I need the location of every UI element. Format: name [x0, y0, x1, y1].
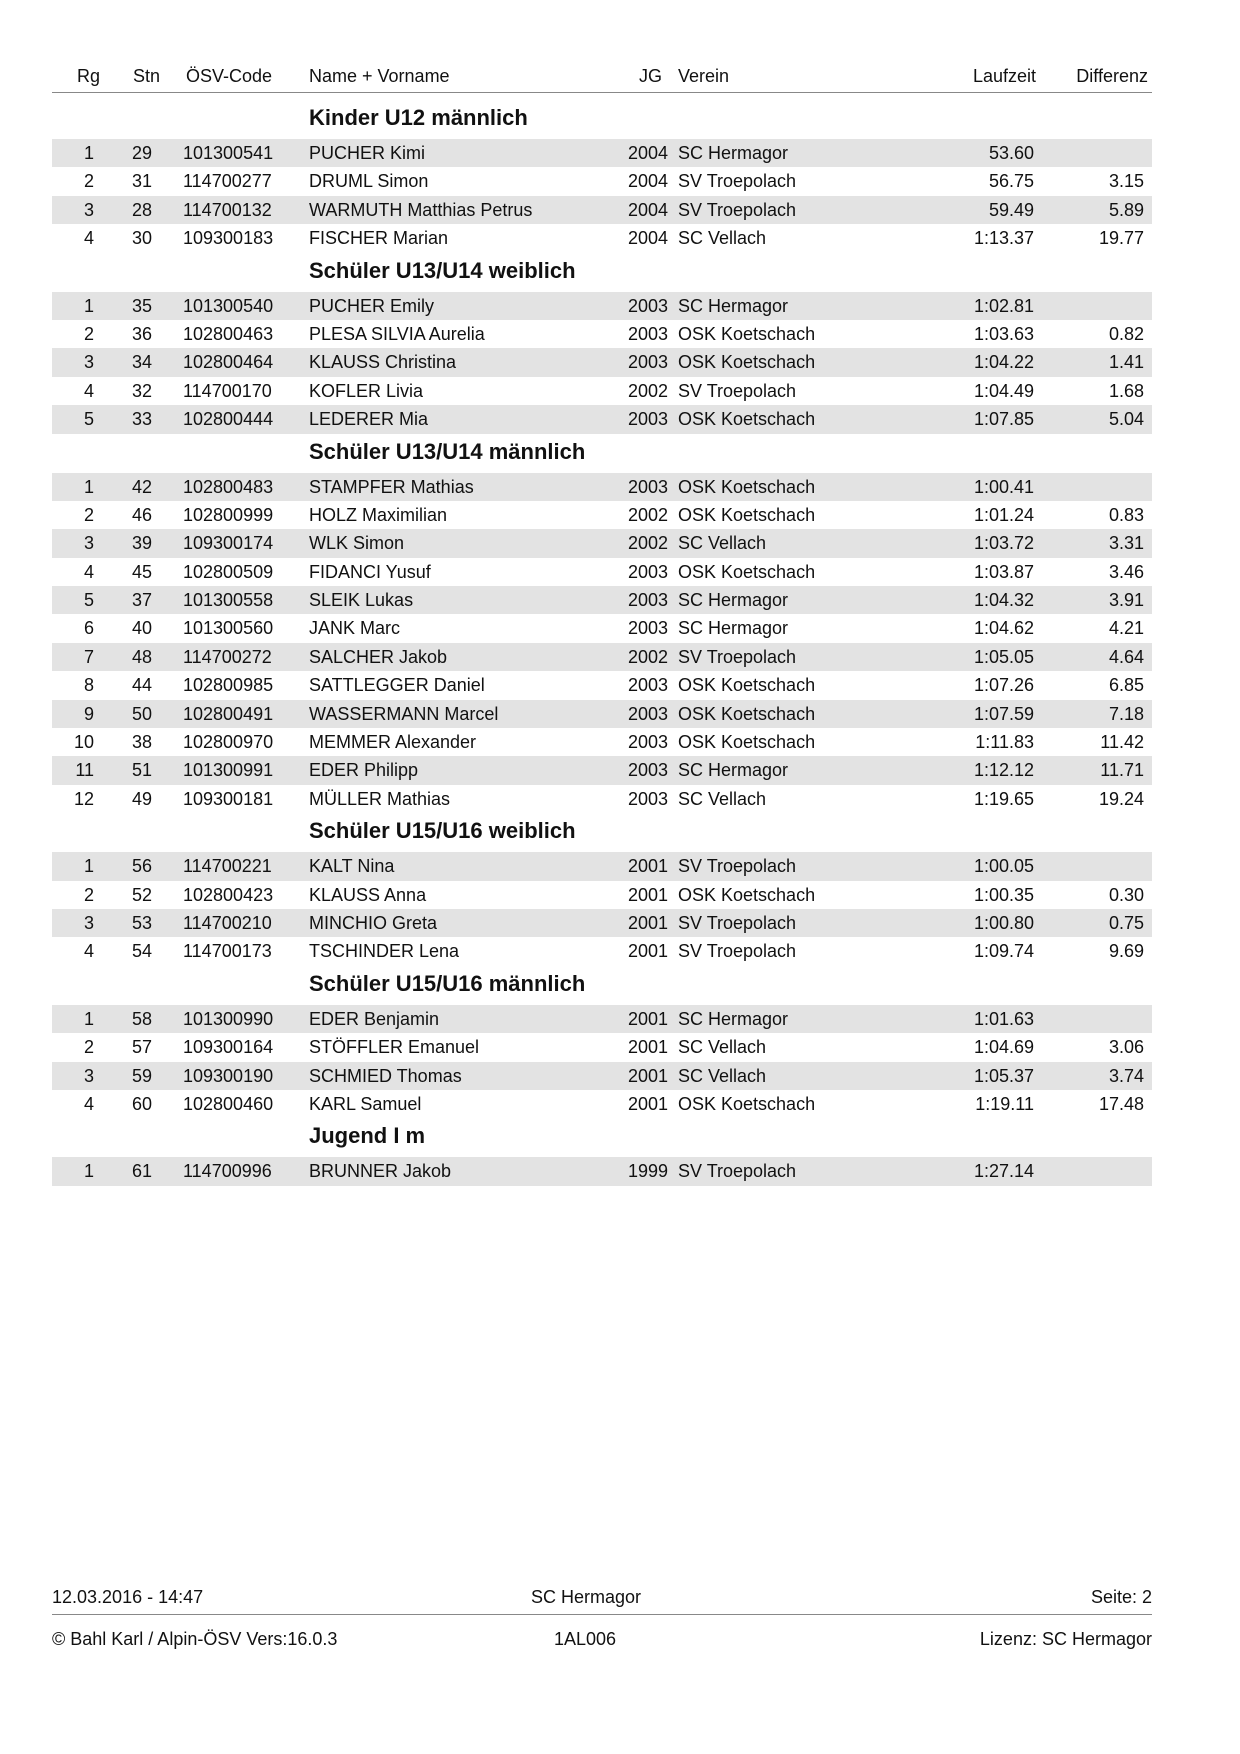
table-row [52, 292, 1152, 320]
birth-year-cell: 2003 [627, 409, 668, 430]
oesv-code-cell: 101300541 [183, 143, 274, 163]
difference-cell: 6.85 [1108, 675, 1144, 696]
difference-cell: 19.24 [1098, 788, 1144, 809]
athlete-name-cell: SALCHER Jakob [309, 646, 448, 667]
table-row [52, 852, 1152, 880]
start-number-cell: 42 [131, 476, 152, 497]
athlete-name-cell: EDER Benjamin [309, 1008, 440, 1029]
club-cell: SC Hermagor [678, 295, 789, 316]
run-time-cell: 1:07.26 [973, 675, 1034, 696]
rank-cell: 10 [73, 732, 94, 753]
start-number-cell: 59 [131, 1065, 152, 1086]
table-row [52, 909, 1152, 937]
run-time-cell: 1:01.24 [973, 504, 1034, 525]
oesv-code-cell: 102800491 [183, 703, 274, 724]
rank-cell: 1 [83, 1008, 94, 1029]
run-time-cell: 1:07.85 [973, 409, 1034, 430]
oesv-code-cell: 102800444 [183, 409, 274, 430]
oesv-code-cell: 109300190 [183, 1065, 274, 1086]
athlete-name-cell: MÜLLER Mathias [309, 788, 451, 809]
difference-cell: 3.06 [1108, 1037, 1144, 1058]
table-row [52, 529, 1152, 557]
club-cell: OSK Koetschach [678, 504, 816, 525]
club-cell: SV Troepolach [678, 171, 797, 192]
start-number-cell: 51 [131, 760, 152, 781]
difference-cell: 3.15 [1108, 171, 1144, 192]
start-number-cell: 52 [131, 884, 152, 905]
rank-cell: 12 [73, 788, 94, 809]
start-number-cell: 29 [131, 143, 152, 163]
rank-cell: 3 [83, 912, 94, 933]
rank-cell: 4 [83, 380, 94, 401]
run-time-cell: 1:19.65 [973, 788, 1034, 809]
oesv-code-cell: 109300183 [183, 228, 274, 249]
club-cell: SC Vellach [678, 1065, 767, 1086]
difference-cell: 3.91 [1108, 590, 1144, 611]
club-cell: SC Vellach [678, 228, 767, 249]
difference-cell: 5.89 [1108, 199, 1144, 220]
athlete-name-cell: STÖFFLER Emanuel [309, 1037, 480, 1058]
birth-year-cell: 2002 [627, 533, 668, 554]
athlete-name-cell: PUCHER Emily [309, 295, 435, 316]
table-row [52, 1005, 1152, 1033]
table-row [52, 614, 1152, 642]
athlete-name-cell: BRUNNER Jakob [309, 1161, 452, 1182]
table-row [52, 785, 1152, 813]
oesv-code-cell: 101300991 [183, 760, 274, 781]
rank-cell: 3 [83, 533, 94, 554]
run-time-cell: 1:05.05 [973, 646, 1034, 667]
oesv-code-cell: 101300558 [183, 590, 274, 611]
oesv-code-cell: 101300540 [183, 295, 274, 316]
category-heading: Jugend I m [309, 1123, 426, 1149]
club-cell: SV Troepolach [678, 1161, 797, 1182]
rank-cell: 4 [83, 561, 94, 582]
run-time-cell: 1:03.72 [973, 533, 1034, 554]
birth-year-cell: 2002 [627, 380, 668, 401]
start-number-cell: 56 [131, 856, 152, 877]
birth-year-cell: 2003 [627, 788, 668, 809]
table-row [52, 320, 1152, 348]
oesv-code-cell: 109300174 [183, 533, 274, 554]
start-number-cell: 35 [131, 295, 152, 316]
rank-cell: 3 [83, 352, 94, 373]
table-row [52, 501, 1152, 529]
start-number-cell: 33 [131, 409, 152, 430]
oesv-code-cell: 114700173 [183, 941, 272, 962]
run-time-cell: 53.60 [988, 143, 1034, 163]
table-row [52, 473, 1152, 501]
start-number-cell: 40 [131, 618, 152, 639]
oesv-code-cell: 114700996 [183, 1161, 272, 1182]
birth-year-cell: 2001 [627, 1093, 668, 1114]
birth-year-cell: 2003 [627, 590, 668, 611]
run-time-cell: 1:19.11 [975, 1093, 1034, 1114]
category-heading: Kinder U12 männlich [309, 105, 528, 130]
start-number-cell: 49 [131, 788, 152, 809]
header-run-time: Laufzeit [972, 66, 1036, 86]
birth-year-cell: 2003 [627, 476, 668, 497]
club-cell: SV Troepolach [678, 646, 797, 667]
run-time-cell: 1:00.05 [973, 856, 1034, 877]
category-heading: Schüler U13/U14 weiblich [309, 257, 576, 283]
rank-cell: 1 [83, 856, 94, 877]
run-time-cell: 1:04.22 [973, 352, 1034, 373]
start-number-cell: 45 [131, 561, 152, 582]
birth-year-cell: 2004 [627, 228, 668, 249]
start-number-cell: 34 [131, 352, 152, 373]
table-row [52, 756, 1152, 784]
run-time-cell: 1:05.37 [973, 1065, 1034, 1086]
table-row [52, 937, 1152, 965]
rank-cell: 1 [83, 143, 94, 163]
birth-year-cell: 2001 [627, 941, 668, 962]
birth-year-cell: 2003 [627, 760, 668, 781]
birth-year-cell: 2004 [627, 143, 668, 163]
table-row [52, 167, 1152, 195]
difference-cell: 11.42 [1100, 732, 1144, 753]
birth-year-cell: 2003 [627, 732, 668, 753]
table-row [52, 224, 1152, 252]
difference-cell: 1.41 [1108, 352, 1144, 373]
club-cell: OSK Koetschach [678, 884, 816, 905]
category-heading: Schüler U15/U16 männlich [309, 970, 586, 996]
athlete-name-cell: WASSERMANN Marcel [309, 703, 499, 724]
birth-year-cell: 2002 [627, 646, 668, 667]
difference-cell: 5.04 [1108, 409, 1144, 430]
start-number-cell: 36 [131, 323, 152, 344]
rank-cell: 8 [83, 675, 94, 696]
rank-cell: 7 [83, 646, 94, 667]
club-cell: OSK Koetschach [678, 323, 816, 344]
oesv-code-cell: 102800463 [183, 323, 274, 344]
start-number-cell: 28 [131, 199, 152, 220]
club-cell: OSK Koetschach [678, 675, 816, 696]
start-number-cell: 61 [131, 1161, 152, 1182]
birth-year-cell: 2001 [627, 884, 668, 905]
start-number-cell: 60 [131, 1093, 152, 1114]
rank-cell: 3 [83, 199, 94, 220]
table-row [52, 881, 1152, 909]
run-time-cell: 1:01.63 [973, 1008, 1034, 1029]
oesv-code-cell: 114700272 [183, 646, 272, 667]
table-row [52, 558, 1152, 586]
athlete-name-cell: WARMUTH Matthias Petrus [309, 199, 533, 220]
run-time-cell: 1:27.14 [973, 1161, 1034, 1182]
rank-cell: 2 [83, 171, 94, 192]
run-time-cell: 1:03.63 [973, 323, 1034, 344]
footer-code: 1AL006 [554, 1629, 617, 1649]
table-row [52, 348, 1152, 376]
oesv-code-cell: 114700210 [183, 912, 272, 933]
run-time-cell: 1:00.80 [973, 912, 1034, 933]
start-number-cell: 58 [131, 1008, 152, 1029]
run-time-cell: 1:04.62 [973, 618, 1034, 639]
oesv-code-cell: 101300990 [183, 1008, 274, 1029]
rank-cell: 5 [83, 590, 94, 611]
oesv-code-cell: 114700221 [183, 856, 272, 877]
birth-year-cell: 2004 [627, 171, 668, 192]
results-body [52, 100, 1152, 1186]
oesv-code-cell: 101300560 [183, 618, 274, 639]
start-number-cell: 38 [131, 732, 152, 753]
difference-cell: 3.31 [1108, 533, 1144, 554]
club-cell: OSK Koetschach [678, 561, 816, 582]
oesv-code-cell: 102800483 [183, 476, 274, 497]
table-row [52, 1157, 1152, 1185]
difference-cell: 4.21 [1108, 618, 1144, 639]
start-number-cell: 57 [131, 1037, 152, 1058]
footer-license: Lizenz: SC Hermagor [979, 1629, 1152, 1649]
rank-cell: 2 [83, 1037, 94, 1058]
table-row [52, 728, 1152, 756]
club-cell: SV Troepolach [678, 199, 797, 220]
oesv-code-cell: 114700170 [183, 380, 272, 401]
club-cell: SC Vellach [678, 1037, 767, 1058]
athlete-name-cell: FIDANCI Yusuf [309, 561, 431, 582]
header-start-number: Stn [132, 66, 160, 86]
club-cell: SC Hermagor [678, 618, 789, 639]
rank-cell: 1 [83, 476, 94, 497]
category-heading: Schüler U13/U14 männlich [309, 438, 586, 464]
club-cell: SC Vellach [678, 788, 767, 809]
rank-cell: 9 [83, 703, 94, 724]
club-cell: OSK Koetschach [678, 352, 816, 373]
athlete-name-cell: DRUML Simon [309, 171, 429, 192]
rank-cell: 1 [83, 1161, 94, 1182]
footer-organizer: SC Hermagor [531, 1587, 642, 1607]
oesv-code-cell: 109300164 [183, 1037, 274, 1058]
athlete-name-cell: SLEIK Lukas [309, 590, 414, 611]
difference-cell: 0.30 [1108, 884, 1144, 905]
rank-cell: 2 [83, 884, 94, 905]
start-number-cell: 54 [131, 941, 152, 962]
table-row [52, 1062, 1152, 1090]
table-row [52, 405, 1152, 433]
run-time-cell: 1:09.74 [973, 941, 1034, 962]
footer-line-1 [52, 1582, 1152, 1615]
rank-cell: 4 [83, 1093, 94, 1114]
start-number-cell: 48 [131, 646, 152, 667]
table-row [52, 671, 1152, 699]
start-number-cell: 39 [131, 533, 152, 554]
athlete-name-cell: KARL Samuel [309, 1093, 422, 1114]
rank-cell: 1 [83, 295, 94, 316]
athlete-name-cell: EDER Philipp [309, 760, 419, 781]
run-time-cell: 1:04.69 [973, 1037, 1034, 1058]
header-oesv-code: ÖSV-Code [186, 66, 273, 86]
difference-cell: 7.18 [1108, 703, 1144, 724]
athlete-name-cell: KLAUSS Christina [309, 352, 457, 373]
club-cell: SC Hermagor [678, 590, 789, 611]
run-time-cell: 1:04.32 [973, 590, 1034, 611]
footer-copyright: © Bahl Karl / Alpin-ÖSV Vers:16.0.3 [52, 1629, 338, 1649]
rank-cell: 5 [83, 409, 94, 430]
run-time-cell: 56.75 [988, 171, 1034, 192]
run-time-cell: 1:00.35 [973, 884, 1034, 905]
club-cell: SC Vellach [678, 533, 767, 554]
athlete-name-cell: TSCHINDER Lena [309, 941, 460, 962]
table-row [52, 1033, 1152, 1061]
table-row [52, 700, 1152, 728]
athlete-name-cell: PUCHER Kimi [309, 143, 426, 163]
start-number-cell: 32 [131, 380, 152, 401]
category-heading: Schüler U15/U16 weiblich [309, 818, 576, 844]
start-number-cell: 31 [131, 171, 152, 192]
difference-cell: 17.48 [1098, 1093, 1144, 1114]
header-difference: Differenz [1076, 66, 1148, 86]
club-cell: SV Troepolach [678, 856, 797, 877]
birth-year-cell: 2004 [627, 199, 668, 220]
oesv-code-cell: 102800970 [183, 732, 274, 753]
athlete-name-cell: KALT Nina [309, 856, 395, 877]
table-row [52, 586, 1152, 614]
header-club: Verein [678, 66, 730, 86]
birth-year-cell: 2001 [627, 1037, 668, 1058]
club-cell: OSK Koetschach [678, 732, 816, 753]
club-cell: OSK Koetschach [678, 703, 816, 724]
table-row [52, 139, 1152, 167]
rank-cell: 2 [83, 323, 94, 344]
table-row [52, 643, 1152, 671]
birth-year-cell: 2001 [627, 1065, 668, 1086]
run-time-cell: 59.49 [988, 199, 1034, 220]
athlete-name-cell: WLK Simon [309, 533, 405, 554]
athlete-name-cell: MEMMER Alexander [309, 732, 477, 753]
birth-year-cell: 2003 [627, 323, 668, 344]
rank-cell: 4 [83, 941, 94, 962]
oesv-code-cell: 114700132 [183, 199, 272, 220]
difference-cell: 19.77 [1098, 228, 1144, 249]
footer-line-2 [52, 1624, 1152, 1654]
athlete-name-cell: FISCHER Marian [309, 228, 449, 249]
run-time-cell: 1:02.81 [973, 295, 1034, 316]
table-row [52, 1090, 1152, 1118]
club-cell: SC Hermagor [678, 1008, 789, 1029]
header-birth-year: JG [638, 66, 662, 86]
club-cell: SV Troepolach [678, 380, 797, 401]
run-time-cell: 1:03.87 [973, 561, 1034, 582]
athlete-name-cell: SCHMIED Thomas [309, 1065, 462, 1086]
difference-cell: 3.74 [1108, 1065, 1144, 1086]
athlete-name-cell: KOFLER Livia [309, 380, 424, 401]
difference-cell: 0.75 [1108, 912, 1144, 933]
run-time-cell: 1:12.12 [973, 760, 1034, 781]
oesv-code-cell: 102800509 [183, 561, 274, 582]
table-row [52, 377, 1152, 405]
difference-cell: 0.82 [1108, 323, 1144, 344]
club-cell: SC Hermagor [678, 760, 789, 781]
rank-cell: 3 [83, 1065, 94, 1086]
athlete-name-cell: SATTLEGGER Daniel [309, 675, 485, 696]
start-number-cell: 46 [131, 504, 152, 525]
birth-year-cell: 2003 [627, 352, 668, 373]
birth-year-cell: 2001 [627, 912, 668, 933]
difference-cell: 4.64 [1108, 646, 1144, 667]
run-time-cell: 1:00.41 [973, 476, 1034, 497]
club-cell: OSK Koetschach [678, 476, 816, 497]
oesv-code-cell: 102800985 [183, 675, 274, 696]
header-name: Name + Vorname [309, 66, 450, 86]
athlete-name-cell: STAMPFER Mathias [309, 476, 474, 497]
birth-year-cell: 2001 [627, 856, 668, 877]
rank-cell: 6 [83, 618, 94, 639]
oesv-code-cell: 102800999 [183, 504, 274, 525]
start-number-cell: 53 [131, 912, 152, 933]
birth-year-cell: 2003 [627, 295, 668, 316]
rank-cell: 11 [75, 760, 94, 781]
rank-cell: 4 [83, 228, 94, 249]
footer-datetime: 12.03.2016 - 14:47 [52, 1587, 204, 1607]
athlete-name-cell: HOLZ Maximilian [309, 504, 448, 525]
difference-cell: 11.71 [1100, 760, 1144, 781]
difference-cell: 3.46 [1108, 561, 1144, 582]
birth-year-cell: 2003 [627, 618, 668, 639]
oesv-code-cell: 109300181 [183, 788, 274, 809]
birth-year-cell: 1999 [627, 1161, 668, 1182]
difference-cell: 0.83 [1108, 504, 1144, 525]
difference-cell: 9.69 [1108, 941, 1144, 962]
run-time-cell: 1:11.83 [975, 732, 1034, 753]
athlete-name-cell: MINCHIO Greta [309, 912, 438, 933]
rank-cell: 2 [83, 504, 94, 525]
start-number-cell: 50 [131, 703, 152, 724]
start-number-cell: 37 [131, 590, 152, 611]
oesv-code-cell: 102800460 [183, 1093, 274, 1114]
results-page [52, 0, 1152, 1754]
oesv-code-cell: 114700277 [183, 171, 272, 192]
footer-page-number: Seite: 2 [1090, 1587, 1152, 1607]
table-row [52, 196, 1152, 224]
club-cell: SC Hermagor [678, 143, 789, 163]
athlete-name-cell: KLAUSS Anna [309, 884, 427, 905]
club-cell: SV Troepolach [678, 912, 797, 933]
run-time-cell: 1:04.49 [973, 380, 1034, 401]
start-number-cell: 44 [131, 675, 152, 696]
birth-year-cell: 2003 [627, 561, 668, 582]
difference-cell: 1.68 [1108, 380, 1144, 401]
athlete-name-cell: LEDERER Mia [309, 409, 429, 430]
birth-year-cell: 2001 [627, 1008, 668, 1029]
club-cell: SV Troepolach [678, 941, 797, 962]
run-time-cell: 1:07.59 [973, 703, 1034, 724]
club-cell: OSK Koetschach [678, 1093, 816, 1114]
birth-year-cell: 2002 [627, 504, 668, 525]
oesv-code-cell: 102800464 [183, 352, 274, 373]
birth-year-cell: 2003 [627, 675, 668, 696]
athlete-name-cell: JANK Marc [309, 618, 401, 639]
athlete-name-cell: PLESA SILVIA Aurelia [309, 323, 485, 344]
start-number-cell: 30 [131, 228, 152, 249]
table-header [52, 60, 1152, 93]
run-time-cell: 1:13.37 [973, 228, 1034, 249]
club-cell: OSK Koetschach [678, 409, 816, 430]
birth-year-cell: 2003 [627, 703, 668, 724]
header-rank: Rg [76, 66, 100, 86]
oesv-code-cell: 102800423 [183, 884, 274, 905]
